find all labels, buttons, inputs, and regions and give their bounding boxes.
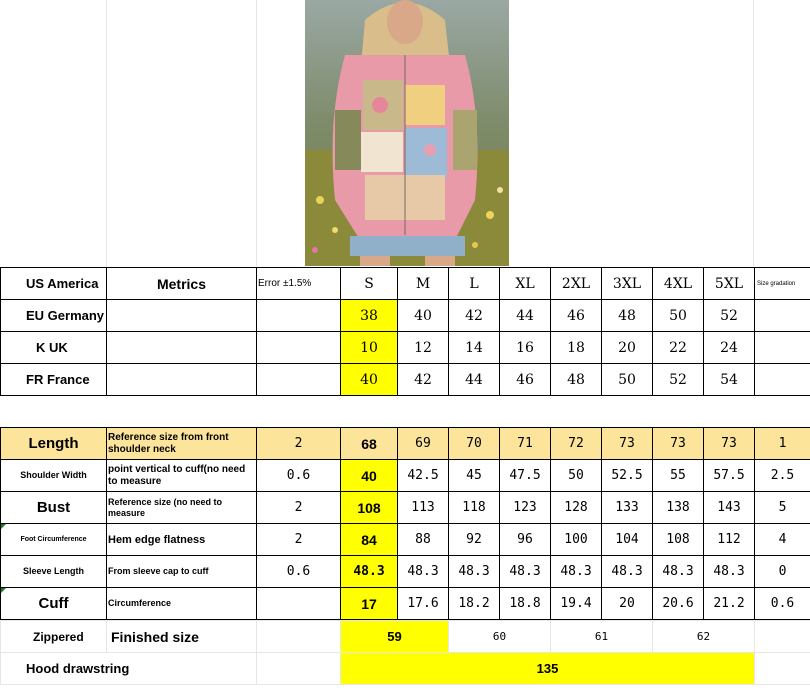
size-cell: 44 [500,300,551,332]
error-value: 0.6 [257,460,341,492]
measure-value: 73 [704,428,755,460]
size-cell: 12 [398,332,449,364]
measure-name: Length [1,428,107,460]
table-row [1,556,810,588]
table-row [1,268,810,300]
gradation-value: 2.5 [755,460,810,492]
gradation-value: 1 [755,428,810,460]
size-cell: 50 [653,300,704,332]
measure-value: 71 [500,428,551,460]
measure-value: 48.3 [704,556,755,588]
measure-name: Bust [1,492,107,524]
size-cell: 38 [341,300,398,332]
measure-value: 118 [449,492,500,524]
measure-value: 48.3 [602,556,653,588]
measure-desc: From sleeve cap to cuff [107,556,257,588]
region-label: FR France [1,364,107,396]
measure-value: 104 [602,524,653,556]
measure-value: 108 [341,492,398,524]
table-row [1,332,810,364]
size-header: S [341,268,398,300]
gradation-value: 5 [755,492,810,524]
measure-value: 17.6 [398,588,449,620]
gradation-value: 0.6 [755,588,810,620]
table-row [1,588,810,620]
measure-value: 68 [341,428,398,460]
measure-value: 73 [602,428,653,460]
size-header: 4XL [653,268,704,300]
measure-value: 47.5 [500,460,551,492]
measure-name: Foot Circumference [1,524,107,556]
measure-value: 92 [449,524,500,556]
size-header: 3XL [602,268,653,300]
measure-value: 50 [551,460,602,492]
measure-value: 45 [449,460,500,492]
measure-value: 133 [602,492,653,524]
measure-value: 19.4 [551,588,602,620]
measure-name: Sleeve Length [1,556,107,588]
measure-value: 42.5 [398,460,449,492]
measure-value: 70 [449,428,500,460]
measure-value: 143 [704,492,755,524]
size-cell: 48 [602,300,653,332]
extra-measurements [0,620,810,685]
error-value [257,588,341,620]
measure-value: 18.2 [449,588,500,620]
measure-value: 113 [398,492,449,524]
measure-value: 108 [653,524,704,556]
size-gradation-header: Size gradation [755,268,810,300]
measure-value: 84 [341,524,398,556]
table-row [1,492,810,524]
size-header: M [398,268,449,300]
size-cell: 44 [449,364,500,396]
gradation-value: 4 [755,524,810,556]
measure-value: 55 [653,460,704,492]
measure-desc: Reference size (no need to measure [107,492,257,524]
measurement-table [0,427,810,620]
size-header: 2XL [551,268,602,300]
table-row [1,460,810,492]
size-cell: 40 [398,300,449,332]
measure-value: 48.3 [398,556,449,588]
grid-line [106,0,107,268]
measure-desc: Hem edge flatness [107,524,257,556]
size-header: 5XL [704,268,755,300]
measure-desc: point vertical to cuff(no need to measure [107,460,257,492]
measure-value: 20.6 [653,588,704,620]
measure-value: 17 [341,588,398,620]
measure-value: 48.3 [653,556,704,588]
error-value: 2 [257,524,341,556]
measure-value: 52.5 [602,460,653,492]
size-conversion-table [0,267,810,396]
size-cell: 52 [653,364,704,396]
size-cell: 42 [398,364,449,396]
zipper-value: 60 [449,621,551,653]
size-cell: 22 [653,332,704,364]
size-cell: 54 [704,364,755,396]
size-cell: 46 [551,300,602,332]
product-photo [305,0,509,266]
measure-value: 40 [341,460,398,492]
region-label: K UK [1,332,107,364]
zipper-value: 59 [341,621,449,653]
measure-value: 88 [398,524,449,556]
table-row [1,428,810,460]
size-cell: 42 [449,300,500,332]
table-row [1,364,810,396]
size-cell: 52 [704,300,755,332]
measure-value: 73 [653,428,704,460]
table-row [1,621,810,653]
zipper-sub-label: Finished size [107,621,257,653]
measure-value: 72 [551,428,602,460]
table-row [1,653,810,685]
size-cell: 40 [341,364,398,396]
grid-line [753,0,754,268]
size-cell: 14 [449,332,500,364]
gradation-value: 0 [755,556,810,588]
zipper-value: 62 [653,621,755,653]
measure-value: 48.3 [449,556,500,588]
size-cell: 48 [551,364,602,396]
error-header: Error ±1.5% [257,268,341,300]
measure-value: 96 [500,524,551,556]
measure-name: Cuff [1,588,107,620]
measure-value: 48.3 [551,556,602,588]
measure-value: 100 [551,524,602,556]
size-cell: 50 [602,364,653,396]
table-row [1,524,810,556]
size-cell: 24 [704,332,755,364]
measure-desc: Reference size from front shoulder neck [107,428,257,460]
hood-drawstring-value: 135 [341,653,755,685]
comment-marker [1,524,6,529]
size-header: L [449,268,500,300]
measure-value: 128 [551,492,602,524]
grid-line [256,0,257,268]
measure-name: Shoulder Width [1,460,107,492]
measure-value: 69 [398,428,449,460]
zipper-label: Zippered [1,621,107,653]
region-label: US America [1,268,107,300]
measure-value: 48.3 [341,556,398,588]
measure-value: 20 [602,588,653,620]
size-cell: 10 [341,332,398,364]
zipper-value: 61 [551,621,653,653]
size-cell: 46 [500,364,551,396]
measure-value: 48.3 [500,556,551,588]
comment-marker [1,588,6,593]
error-value: 2 [257,492,341,524]
size-header: XL [500,268,551,300]
measure-value: 112 [704,524,755,556]
measure-desc: Circumference [107,588,257,620]
hood-drawstring-label: Hood drawstring [1,653,257,685]
measure-value: 123 [500,492,551,524]
table-row [1,300,810,332]
error-value: 2 [257,428,341,460]
size-cell: 16 [500,332,551,364]
measure-value: 18.8 [500,588,551,620]
size-cell: 18 [551,332,602,364]
size-cell: 20 [602,332,653,364]
error-value: 0.6 [257,556,341,588]
measure-value: 138 [653,492,704,524]
measure-value: 21.2 [704,588,755,620]
region-label: EU Germany [1,300,107,332]
metrics-header: Metrics [107,268,257,300]
measure-value: 57.5 [704,460,755,492]
